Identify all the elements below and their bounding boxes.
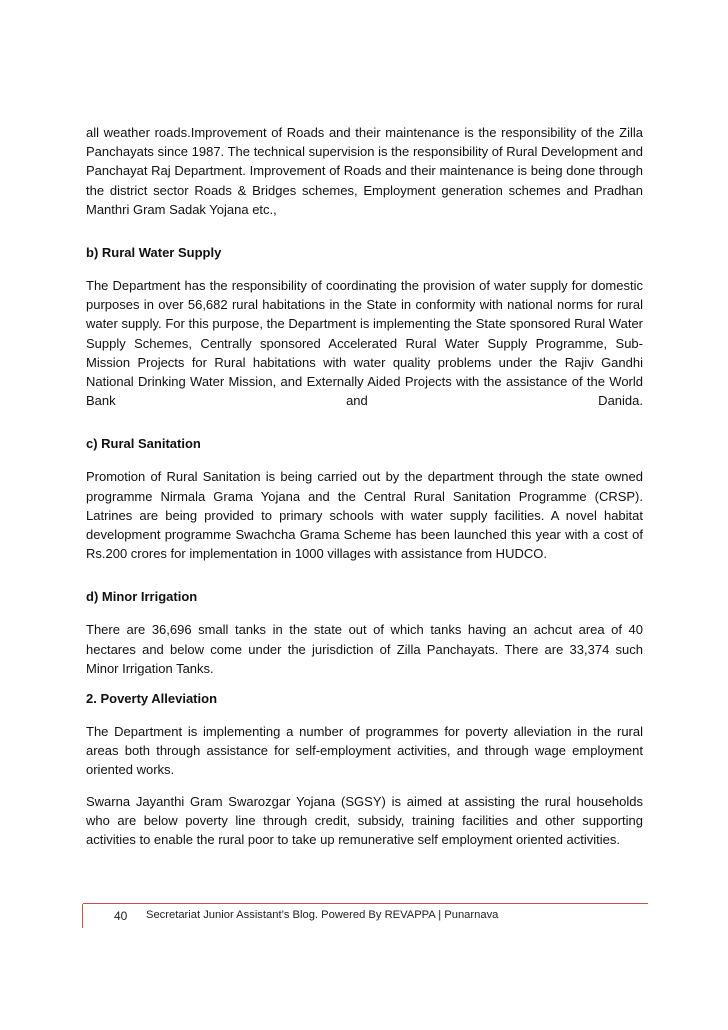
paragraph-roads: all weather roads.Improvement of Roads and their maintenance is the responsibility of the Zilla Panchayats since 1987. The technical supervision is the responsibility of Rural Development and Panchayat Raj Department. Improvement of Roads and their maintenance is being done through the district sector Roads & Bridges schemes, Employment generation schemes and Pradhan Manthri Gram Sadak Yojana etc., (86, 125, 643, 217)
heading-rural-water-supply: b) Rural Water Supply (86, 245, 222, 261)
paragraph-sanitation: Promotion of Rural Sanitation is being carried out by the department through the state owned programme Nirmala Grama Yojana and the Central Rural Sanitation Programme (CRSP). Latrines are being provided to primary schools with water supply facilities. A novel habitat development programme Swachcha Grama Scheme has been launched this year with a cost of Rs.200 crores for implementation in 1000 villages with assistance from HUDCO. (86, 469, 643, 562)
heading-poverty-alleviation: 2. Poverty Alleviation (86, 691, 218, 707)
paragraph-water-supply: The Department has the responsibility of coordinating the provision of water supply for domestic purposes in over 56,682 rural habitations in the State in conformity with national norms for rural water supply. For this purpose, the Department is implementing the State sponsored Rural Water Supply Schemes, Centrally sponsored Accelerated Rural Water Supply Programme, Sub-Mission Projects for Rural habitations with water quality problems under the Rajiv Gandhi National Drinking Water Mission, and Externally Aided Projects with the assistance of the World Bank and Danida. (86, 278, 643, 409)
page-number: 40 (114, 909, 128, 923)
footer-text: Secretariat Junior Assistant’s Blog. Powered By REVAPPA | Punarnava (146, 909, 499, 921)
page-footer (82, 903, 648, 929)
footer-rule (144, 903, 648, 904)
heading-rural-sanitation: c) Rural Sanitation (86, 436, 201, 452)
paragraph-minor-irrigation: There are 36,696 small tanks in the state out of which tanks having an achcut area of 40 hectares and below come under the jurisdiction of Zilla Panchayats. There are 33,374 such Minor Irrigation Tanks. (86, 622, 643, 676)
heading-minor-irrigation: d) Minor Irrigation (86, 589, 198, 605)
document-body (86, 123, 643, 849)
paragraph-sgsy: Swarna Jayanthi Gram Swarozgar Yojana (SGSY) is aimed at assisting the rural households who are below poverty line through credit, subsidy, training facilities and other supporting activities to enable the rural poor to take up remunerative self employment oriented activities. (86, 793, 643, 848)
paragraph-poverty-alleviation: The Department is implementing a number of programmes for poverty alleviation in the rural areas both through assistance for self-employment activities, and through wage employment oriented works. (86, 724, 643, 778)
